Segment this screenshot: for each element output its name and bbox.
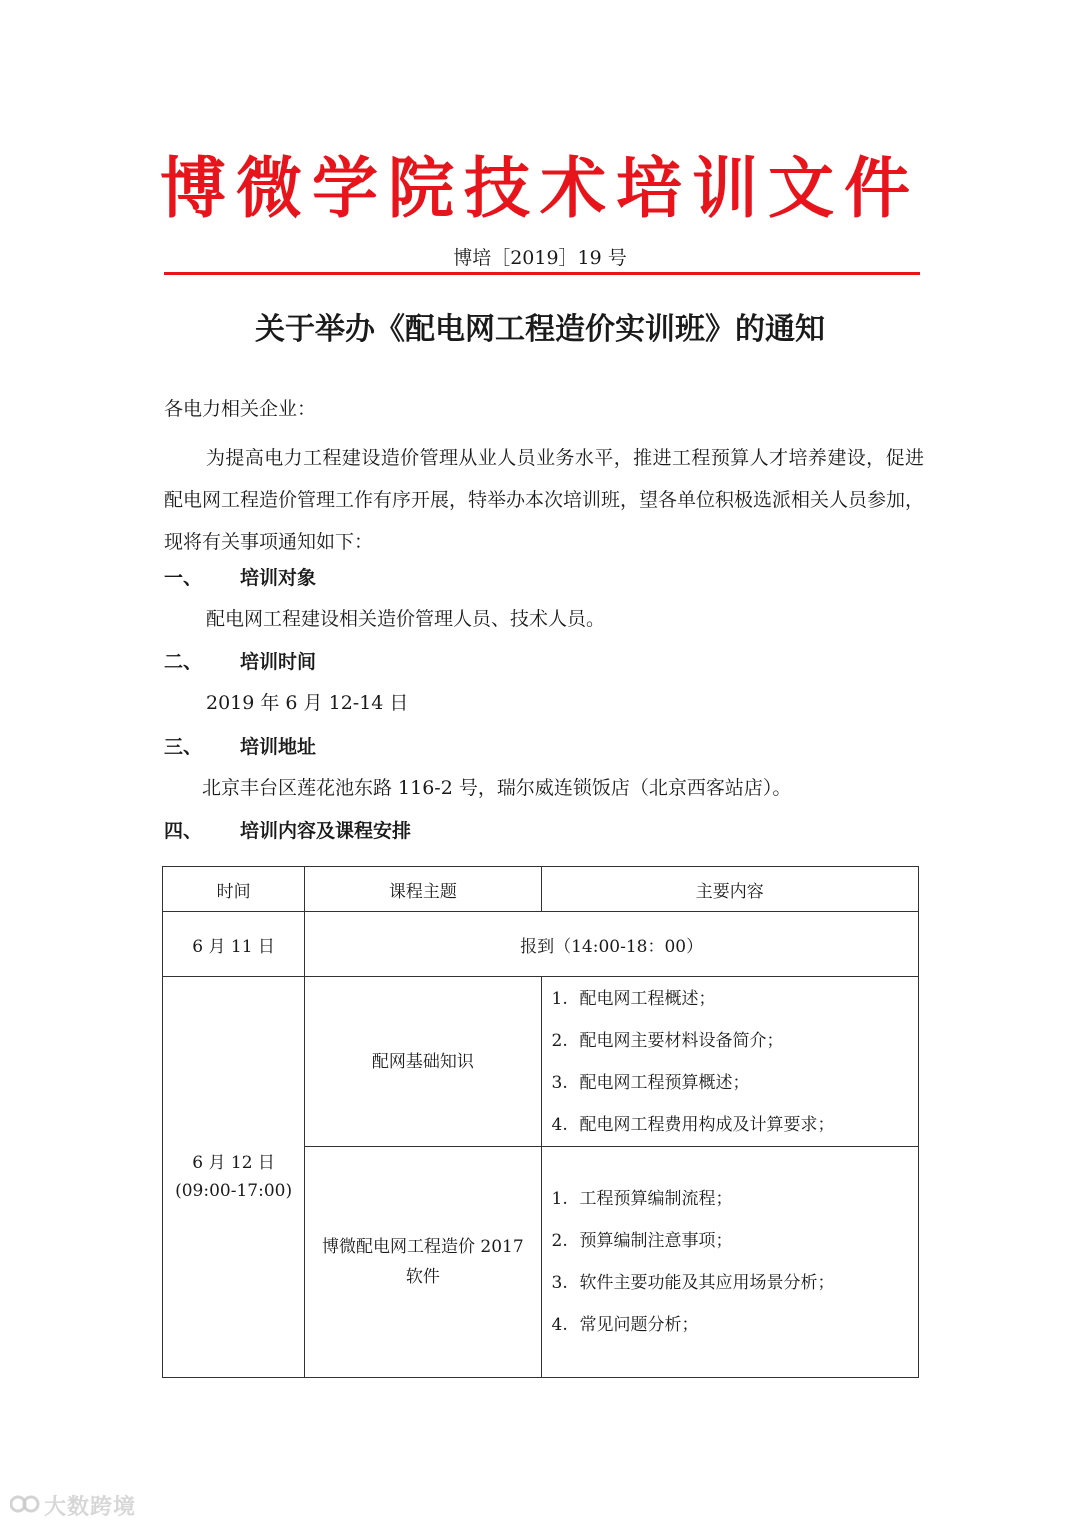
list-item-text: 配电网主要材料设备简介； [579, 1030, 784, 1051]
day-date: 6 月 12 日 [192, 1153, 275, 1173]
list-item-number: 1. [551, 1189, 568, 1209]
section-title: 培训对象 [240, 567, 317, 589]
section-content-3: 北京丰台区莲花池东路 116-2 号，瑞尔威连锁饭店（北京西客站店）。 [202, 777, 792, 799]
schedule-table [162, 866, 919, 1378]
document-header-title: 博微学院技术培训文件 [160, 149, 920, 227]
section-title: 培训内容及课程安排 [240, 820, 412, 842]
list-item-number: 4. [551, 1114, 568, 1135]
section-number: 四、 [164, 820, 203, 842]
registration-text-cell: 报到（14:00-18：00） [305, 912, 919, 977]
header-divider [164, 272, 920, 275]
list-item [552, 978, 919, 1020]
table-header-cell: 课程主题 [305, 867, 541, 912]
table-row [163, 977, 919, 1147]
list-item [552, 1062, 919, 1104]
section-content-1: 配电网工程建设相关造价管理人员、技术人员。 [206, 608, 606, 630]
section-title: 培训时间 [240, 651, 317, 673]
list-item [552, 1220, 919, 1262]
logo-icon [10, 1494, 40, 1519]
section-number: 三、 [164, 736, 203, 758]
list-item-number: 3. [551, 1072, 568, 1093]
list-item-text: 配电网工程费用构成及计算要求； [579, 1114, 835, 1135]
list-item-text: 工程预算编制流程； [579, 1189, 733, 1209]
list-item-number: 4. [551, 1315, 568, 1335]
list-item-number: 1. [551, 988, 568, 1009]
table-row [163, 912, 919, 977]
list-item-text: 配电网工程预算概述； [579, 1072, 750, 1093]
notice-title: 关于举办《配电网工程造价实训班》的通知 [255, 312, 825, 347]
registration-date-cell: 6 月 11 日 [163, 912, 305, 977]
section-heading-3 [164, 734, 316, 760]
watermark-text: 大数跨境 [44, 1495, 137, 1520]
list-item-number: 3. [551, 1273, 568, 1293]
document-number: 博培［2019］19 号 [453, 247, 627, 269]
list-item [552, 1020, 919, 1062]
list-item-text: 软件主要功能及其应用场景分析； [579, 1273, 835, 1293]
content-list [542, 1178, 919, 1346]
content-cell [541, 977, 919, 1147]
section-number: 一、 [164, 567, 203, 589]
table-header-row [163, 867, 919, 912]
section-content-2: 2019 年 6 月 12-14 日 [206, 692, 409, 714]
list-item-text: 配电网工程概述； [579, 988, 716, 1009]
list-item [552, 1262, 919, 1304]
list-item [552, 1304, 919, 1346]
list-item-number: 2. [551, 1030, 568, 1051]
table-header-cell: 时间 [163, 867, 305, 912]
table-header-cell: 主要内容 [541, 867, 919, 912]
section-title: 培训地址 [240, 736, 317, 758]
day-hours: (09:00-17:00) [175, 1181, 293, 1201]
logo-icon-graphic [10, 1494, 40, 1514]
list-item-text: 预算编制注意事项； [579, 1231, 733, 1251]
topic-cell [305, 977, 541, 1147]
topic-title: 博微配电网工程造价 2017 软件 [322, 1237, 524, 1287]
list-item-number: 2. [551, 1231, 568, 1251]
section-number: 二、 [164, 651, 203, 673]
section-heading-2 [164, 649, 316, 675]
section-heading-4 [164, 818, 411, 844]
content-cell [541, 1147, 919, 1378]
list-item [552, 1104, 919, 1146]
topic-cell [305, 1147, 541, 1378]
day-time-cell [163, 977, 305, 1378]
content-list [542, 978, 919, 1146]
list-item-text: 常见问题分析； [579, 1315, 699, 1335]
list-item [552, 1178, 919, 1220]
watermark [10, 1490, 136, 1521]
topic-title: 配网基础知识 [371, 1051, 474, 1072]
section-heading-1 [164, 565, 316, 591]
intro-paragraph: 为提高电力工程建设造价管理从业人员业务水平，推进工程预算人才培养建设，促进配电网工程造价管理工作有序开展，特举办本次培训班，望各单位积极选派相关人员参加，现将有关事项通知如下： [164, 447, 925, 553]
greeting: 各电力相关企业： [164, 398, 317, 420]
